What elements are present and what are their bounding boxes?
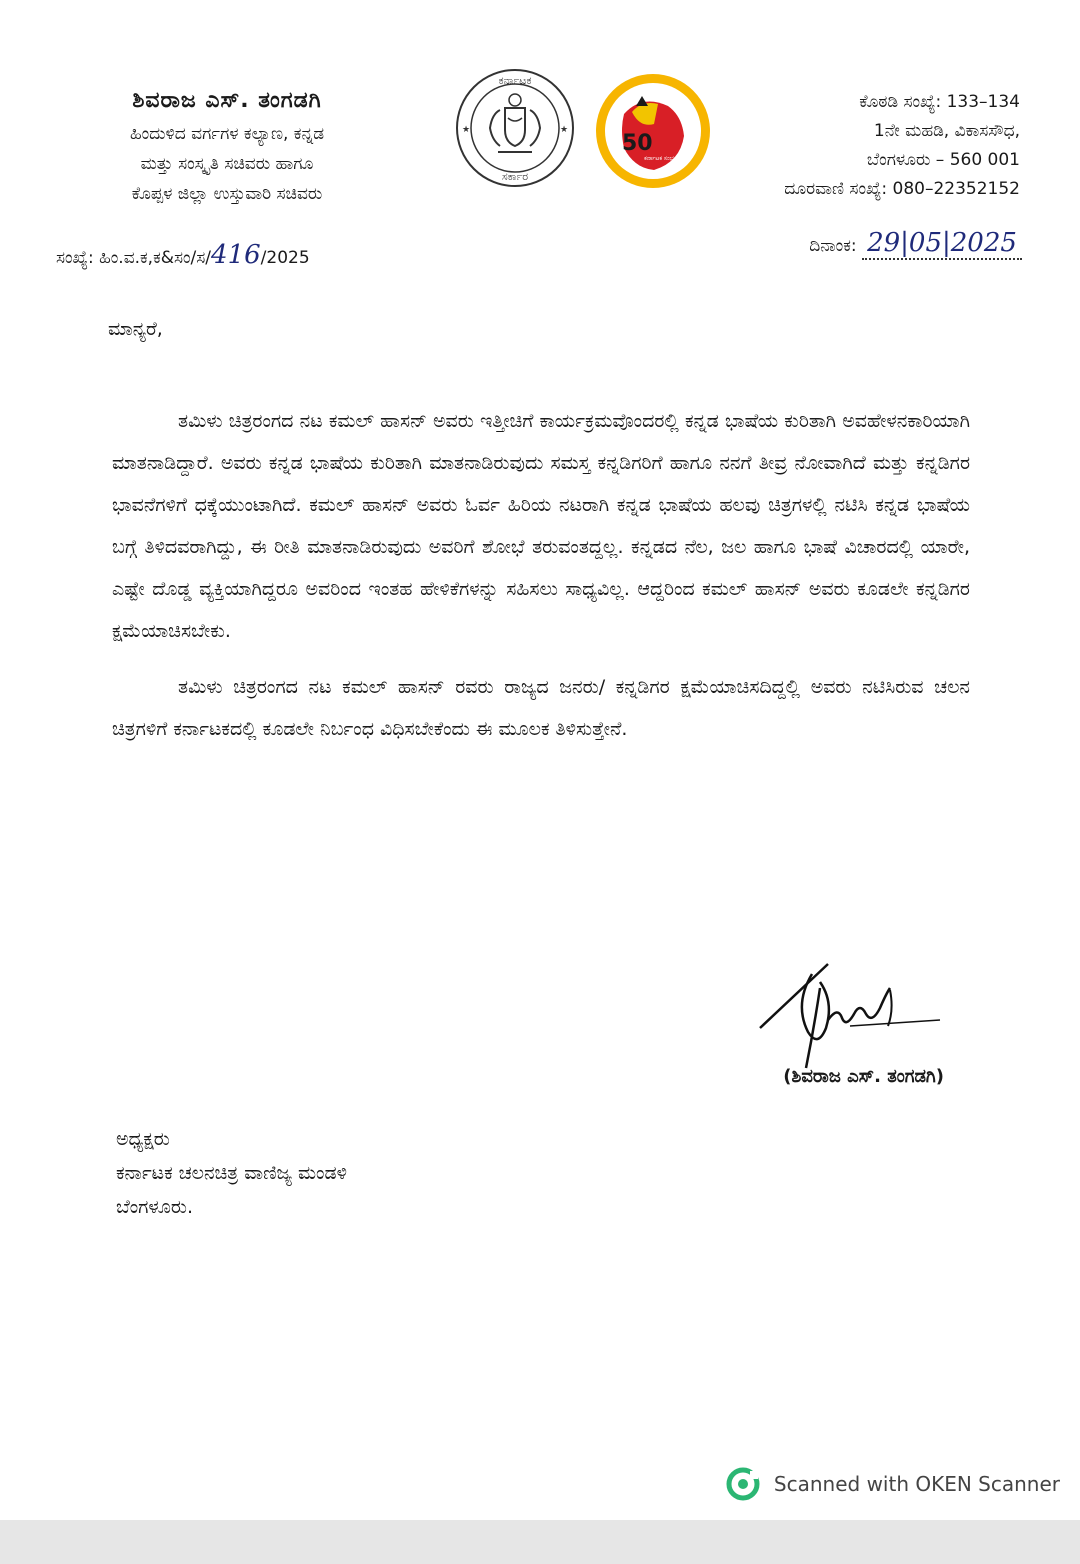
logo-text: ಕರ್ನಾಟಕ ಸಂಭ್ರಮ bbox=[644, 155, 680, 162]
scanner-label: Scanned with OKEN Scanner bbox=[773, 1472, 1060, 1496]
office-floor: 1ನೇ ಮಹಡಿ, ವಿಕಾಸಸೌಧ, bbox=[873, 121, 1020, 141]
letterhead-left bbox=[52, 88, 402, 209]
karnataka-government-seal-icon bbox=[450, 68, 580, 188]
letterhead-right bbox=[700, 88, 1020, 204]
addressee-organization: ಕರ್ನಾಟಕ ಚಲನಚಿತ್ರ ವಾಣಿಜ್ಯ ಮಂಡಳಿ bbox=[116, 1162, 347, 1184]
body-paragraph: ತಮಿಳು ಚಿತ್ರರಂಗದ ನಟ ಕಮಲ್ ಹಾಸನ್ ರವರು ರಾಜ್ಯದ ಜನರು/ ಕನ್ನಡಿಗರ ಕ್ಷಮೆಯಾಚಿಸದಿದ್ದಲ್ಲಿ ಅವರು ನಟಿಸಿರುವ ಚಲನ ಚಿತ್ರಗಳಿಗೆ ಕರ್ನಾಟಕದಲ್ಲಿ ಕೂಡಲೇ ನಿರ್ಬಂಧ ವಿಧಿಸಬೇಕೆಂದು ಈ ಮೂಲಕ ತಿಳಿಸುತ್ತೇನೆ. bbox=[112, 676, 970, 740]
designation-line: ಕೊಪ್ಪಳ ಜಿಲ್ಲಾ ಉಸ್ತುವಾರಿ ಸಚಿವರು bbox=[131, 184, 323, 204]
office-room: ಕೊಠಡಿ ಸಂಖ್ಯೆ: 133–134 bbox=[859, 92, 1020, 112]
oken-scanner-logo-icon bbox=[726, 1467, 760, 1501]
minister-name: ಶಿವರಾಜ ಎಸ್. ತಂಗಡಗಿ bbox=[132, 88, 322, 113]
date-handwritten-value: 29|05|2025 bbox=[867, 228, 1017, 258]
reference-suffix: /2025 bbox=[260, 248, 310, 268]
svg-text:★: ★ bbox=[462, 125, 471, 135]
designation-line: ಮತ್ತು ಸಂಸ್ಕೃತಿ ಸಚಿವರು ಹಾಗೂ bbox=[140, 154, 314, 174]
reference-prefix: ಸಂಖ್ಯೆ: ಹಿಂ.ವ.ಕ,ಕ&ಸಂ/ಸ/ bbox=[56, 248, 212, 268]
svg-text:★: ★ bbox=[560, 125, 569, 135]
salutation: ಮಾನ್ಯರೆ, bbox=[108, 318, 163, 340]
handwritten-signature-icon bbox=[750, 950, 950, 1080]
seal-text-top: ಕರ್ನಾಟಕ bbox=[498, 74, 532, 87]
office-phone: ದೂರವಾಣಿ ಸಂಖ್ಯೆ: 080–22352152 bbox=[784, 179, 1020, 199]
logo-number: 50 bbox=[622, 131, 653, 156]
date-label: ದಿನಾಂಕ: bbox=[809, 236, 857, 256]
office-city: ಬೆಂಗಳೂರು – 560 001 bbox=[866, 150, 1020, 170]
reference-handwritten-number: 416 bbox=[211, 240, 261, 270]
letter-date bbox=[809, 228, 1022, 260]
scanner-watermark bbox=[726, 1467, 1060, 1501]
reference-number bbox=[56, 240, 310, 270]
designation-line: ಹಿಂದುಳಿದ ವರ್ಗಗಳ ಕಲ್ಯಾಣ, ಕನ್ನಡ bbox=[129, 124, 325, 144]
letter-body bbox=[112, 400, 970, 750]
body-paragraph: ತಮಿಳು ಚಿತ್ರರಂಗದ ನಟ ಕಮಲ್ ಹಾಸನ್ ಅವರು ಇತ್ತೀಚಿಗೆ ಕಾರ್ಯಕ್ರಮವೊಂದರಲ್ಲಿ ಕನ್ನಡ ಭಾಷೆಯ ಕುರಿತಾಗಿ ಅವಹೇಳನಕಾರಿಯಾಗಿ ಮಾತನಾಡಿದ್ದಾರೆ. ಅವರು ಕನ್ನಡ ಭಾಷೆಯ ಕುರಿತಾಗಿ ಮಾತನಾಡಿರುವುದು ಸಮಸ್ತ ಕನ್ನಡಿಗರಿಗೆ ಹಾಗೂ ನನಗೆ ತೀವ್ರ ನೋವಾಗಿದೆ ಮತ್ತು ಕನ್ನಡಿಗರ ಭಾವನೆಗಳಿಗೆ ಧಕ್ಕೆಯುಂಟಾಗಿದೆ. ಕಮಲ್ ಹಾಸನ್ ಅವರು ಓರ್ವ ಹಿರಿಯ ನಟರಾಗಿ ಕನ್ನಡ ಭಾಷೆಯ ಹಲವು ಚಿತ್ರಗಳಲ್ಲಿ ನಟಿಸಿ ಕನ್ನಡ ಭಾಷೆಯ ಬಗ್ಗೆ ತಿಳಿದವರಾಗಿದ್ದು, ಈ ರೀತಿ ಮಾತನಾಡಿರುವುದು ಅವರಿಗೆ ಶೋಭೆ ತರುವಂತದ್ದಲ್ಲ. ಕನ್ನಡದ ನೆಲ, ಜಲ ಹಾಗೂ ಭಾಷೆ ವಿಚಾರದಲ್ಲಿ ಯಾರೇ, ಎಷ್ಟೇ ದೊಡ್ಡ ವ್ಯಕ್ತಿಯಾಗಿದ್ದರೂ ಅವರಿಂದ ಇಂತಹ ಹೇಳಿಕೆಗಳನ್ನು ಸಹಿಸಲು ಸಾಧ್ಯವಿಲ್ಲ. ಆದ್ದರಿಂದ ಕಮಲ್ ಹಾಸನ್ ಅವರು ಕೂಡಲೇ ಕನ್ನಡಿಗರ ಕ್ಷಮೆಯಾಚಿಸಬೇಕು. bbox=[112, 410, 970, 642]
seal-text-bottom: ಸರ್ಕಾರ bbox=[501, 170, 529, 183]
bottom-bar bbox=[0, 1520, 1080, 1564]
addressee-block bbox=[116, 1122, 347, 1224]
karnataka-50-logo-icon bbox=[592, 70, 714, 192]
signer-name: (ಶಿವರಾಜ ಎಸ್. ತಂಗಡಗಿ) bbox=[783, 1066, 944, 1087]
addressee-city: ಬೆಂಗಳೂರು. bbox=[116, 1196, 194, 1218]
addressee-title: ಅಧ್ಯಕ್ಷರು bbox=[116, 1128, 170, 1150]
